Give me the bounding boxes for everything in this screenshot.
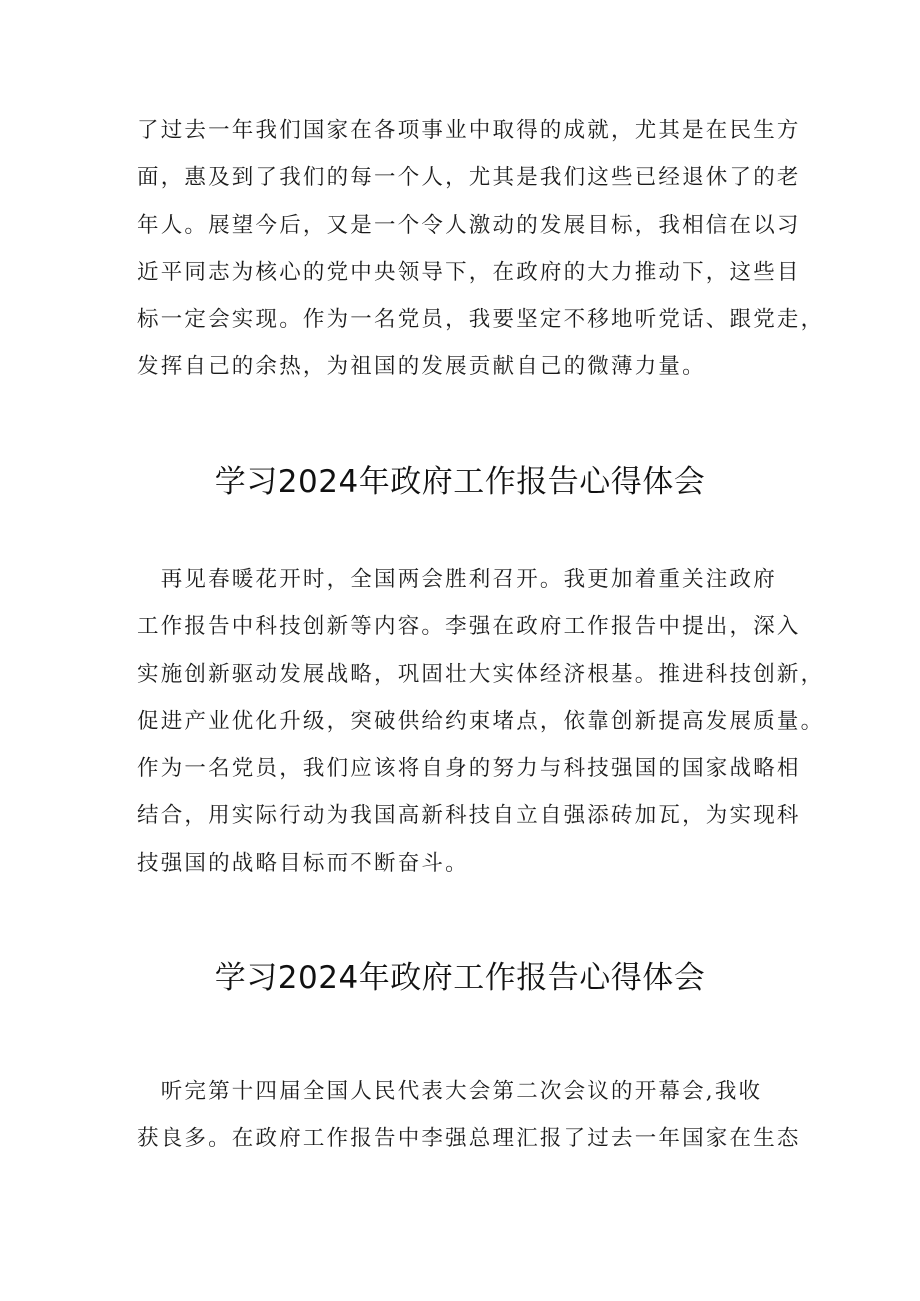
paragraph [137,1068,809,1163]
paragraph-line: 近平同志为核心的党中央领导下，在政府的大力推动下，这些目 [137,259,801,285]
paragraph-line: 促进产业优化升级，突破供给约束堵点，依靠创新提高发展质量。 [137,708,825,734]
paragraph-line: 听完第十四届全国人民代表大会第二次会议的开幕会,我收 [137,1079,763,1104]
paragraph-line: 结合，用实际行动为我国高新科技自立自强添砖加瓦，为实现科 [137,803,801,829]
section-heading: 学习2024年政府工作报告心得体会 [214,464,706,500]
section-heading: 学习2024年政府工作报告心得体会 [214,960,706,996]
paragraph-line: 获良多。在政府工作报告中李强总理汇报了过去一年国家在生态 [137,1126,801,1152]
paragraph-line: 作为一名党员，我们应该将自身的努力与科技强国的国家战略相 [137,756,801,782]
paragraph-line: 面，惠及到了我们的每一个人，尤其是我们这些已经退休了的老 [137,165,801,191]
paragraph-continued [137,107,825,391]
paragraph-line: 工作报告中科技创新等内容。李强在政府工作报告中提出，深入 [137,614,801,640]
paragraph-line: 了过去一年我们国家在各项事业中取得的成就，尤其是在民生方 [137,118,801,143]
paragraph-line: 再见春暖花开时，全国两会胜利召开。我更加着重关注政府 [137,567,777,592]
paragraph-line: 实施创新驱动发展战略，巩固壮大实体经济根基。推进科技创新， [137,661,825,687]
paragraph-line: 标一定会实现。作为一名党员，我要坚定不移地听党话、跟党走， [137,307,825,333]
paragraph [137,556,825,887]
paragraph-line: 发挥自己的余热，为祖国的发展贡献自己的微薄力量。 [137,354,706,380]
paragraph-line: 年人。展望今后，又是一个令人激动的发展目标，我相信在以习 [137,212,801,238]
paragraph-line: 技强国的战略目标而不断奋斗。 [137,850,469,876]
